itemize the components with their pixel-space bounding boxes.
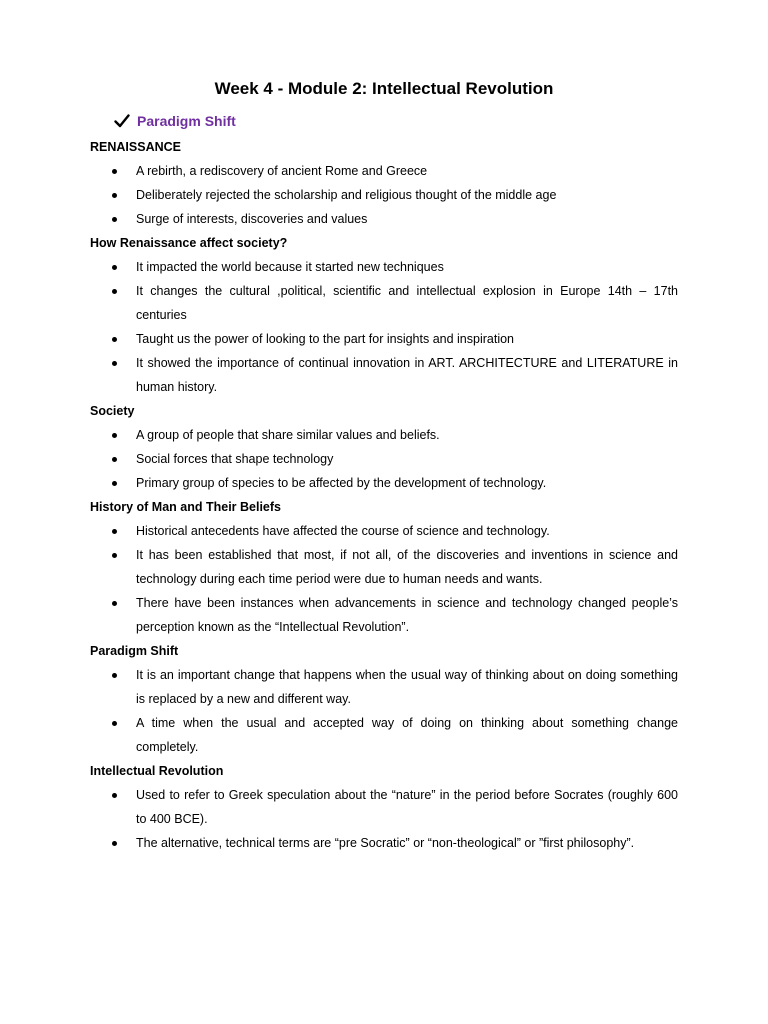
list-item [90, 279, 678, 327]
bullet-icon [112, 481, 117, 486]
section-heading: History of Man and Their Beliefs [90, 500, 282, 514]
bullet-icon [112, 529, 117, 534]
list-item-text: Social forces that shape technology [136, 452, 334, 466]
bullet-icon [112, 169, 117, 174]
list-item-text: Historical antecedents have affected the course of science and technology. [136, 524, 550, 538]
list-item [90, 471, 678, 495]
bullet-icon [112, 193, 117, 198]
paradigm-shift-checklist-heading [113, 110, 236, 132]
bullet-icon [112, 433, 117, 438]
list-item [90, 423, 678, 447]
bullet-icon [112, 337, 117, 342]
document-body [90, 135, 678, 855]
list-item [90, 327, 678, 351]
list-item-text: It changes the cultural ,political, scientific and intellectual explosion in Europe 14th – 17th centuries [136, 284, 678, 322]
section-heading: Paradigm Shift [90, 644, 179, 658]
list-item [90, 183, 678, 207]
bullet-icon [112, 721, 117, 726]
list-item-text: The alternative, technical terms are “pre Socratic” or “non-theological” or ”first philosophy”. [136, 836, 635, 850]
section-heading: Intellectual Revolution [90, 764, 224, 778]
list-item-text: Taught us the power of looking to the part for insights and inspiration [136, 332, 515, 346]
list-item [90, 351, 678, 399]
section-heading: Society [90, 404, 135, 418]
list-item-text: Used to refer to Greek speculation about the “nature” in the period before Socrates (roughly 600 to 400 BCE). [136, 788, 678, 826]
list-item-text: Surge of interests, discoveries and values [136, 212, 368, 226]
checkmark-icon [113, 112, 131, 130]
section-heading: RENAISSANCE [90, 140, 181, 154]
list-item-text: It impacted the world because it started new techniques [136, 260, 444, 274]
document-title: Week 4 - Module 2: Intellectual Revolution [214, 79, 554, 98]
list-item-text: Deliberately rejected the scholarship and religious thought of the middle age [136, 188, 557, 202]
bullet-icon [112, 361, 117, 366]
bullet-icon [112, 289, 117, 294]
list-item [90, 255, 678, 279]
bullet-icon [112, 553, 117, 558]
bullet-list [90, 519, 678, 639]
bullet-icon [112, 673, 117, 678]
list-item-text: It showed the importance of continual innovation in ART. ARCHITECTURE and LITERATURE in human history. [136, 356, 678, 394]
bullet-icon [112, 457, 117, 462]
list-item [90, 831, 678, 855]
list-item [90, 783, 678, 831]
list-item-text: Primary group of species to be affected by the development of technology. [136, 476, 547, 490]
bullet-list [90, 159, 678, 231]
bullet-icon [112, 841, 117, 846]
list-item-text: It has been established that most, if not all, of the discoveries and inventions in science and technology during each time period were due to human needs and wants. [136, 548, 678, 586]
bullet-list [90, 255, 678, 399]
bullet-icon [112, 265, 117, 270]
list-item [90, 591, 678, 639]
checked-heading-label: Paradigm Shift [137, 113, 236, 129]
list-item-text: A time when the usual and accepted way of doing on thinking about something change completely. [136, 716, 678, 754]
bullet-list [90, 423, 678, 495]
list-item [90, 663, 678, 711]
list-item [90, 711, 678, 759]
bullet-list [90, 663, 678, 759]
list-item-text: There have been instances when advancements in science and technology changed people’s perception known as the “Intellectual Revolution”. [136, 596, 678, 634]
list-item [90, 159, 678, 183]
list-item-text: A rebirth, a rediscovery of ancient Rome and Greece [136, 164, 428, 178]
bullet-icon [112, 793, 117, 798]
bullet-icon [112, 217, 117, 222]
bullet-icon [112, 601, 117, 606]
list-item [90, 543, 678, 591]
list-item [90, 207, 678, 231]
list-item-text: It is an important change that happens when the usual way of thinking about on doing something is replaced by a new and different way. [136, 668, 678, 706]
list-item-text: A group of people that share similar values and beliefs. [136, 428, 440, 442]
section-heading: How Renaissance affect society? [90, 236, 288, 250]
list-item [90, 447, 678, 471]
bullet-list [90, 783, 678, 855]
list-item [90, 519, 678, 543]
